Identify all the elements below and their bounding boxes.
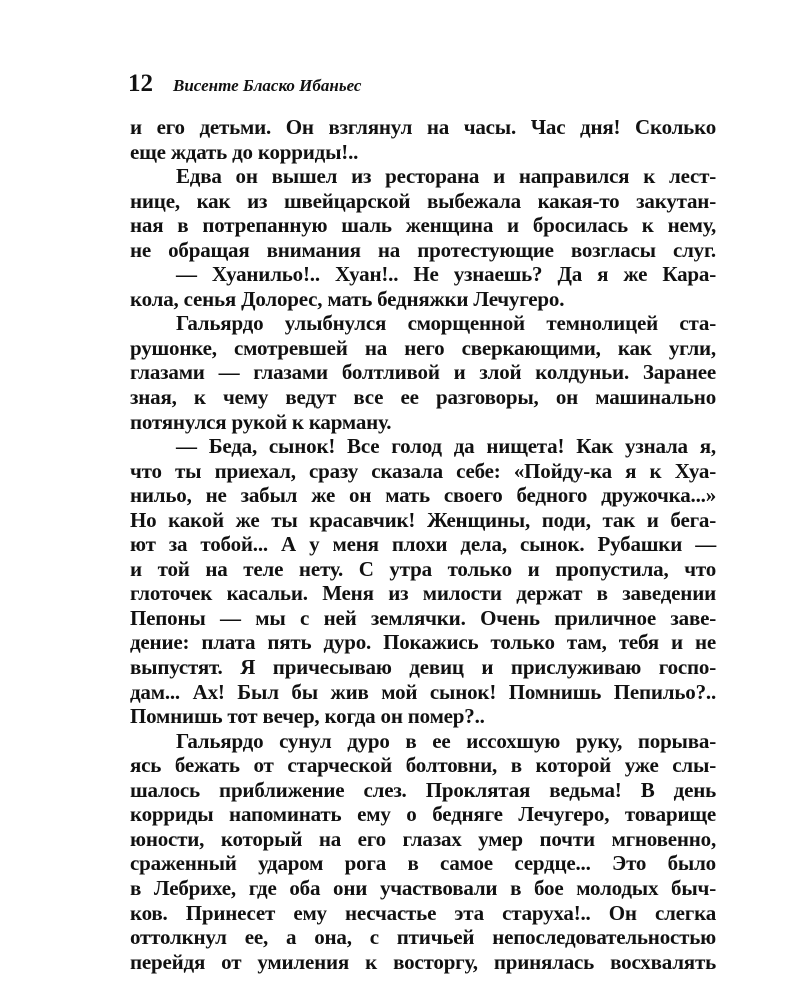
text-line: ков. Принесет ему несчастье эта старуха!.. Он слегка — [130, 900, 716, 925]
text-line: зная, к чему ведут все ее разговоры, он машинально — [130, 385, 716, 410]
text-line: Гальярдо сунул дуро в ее иссохшую руку, порыва- — [176, 728, 716, 753]
text-line: и его детьми. Он взглянул на часы. Час дня! Сколько — [130, 115, 716, 139]
text-line: корриды напоминать ему о бедняге Лечугеро, товарище — [130, 802, 716, 827]
text-line: ют за тобой... А у меня плохи дела, сынок. Рубашки — — [130, 532, 716, 557]
text-line: Гальярдо улыбнулся сморщенной темнолицей ста- — [176, 311, 716, 336]
text-line: — Хуанильо!.. Хуан!.. Не узнаешь? Да я же Кара- — [176, 262, 716, 287]
text-line: Помнишь тот вечер, когда он помер?.. — [130, 704, 485, 729]
running-head: Висенте Бласко Ибаньес — [173, 76, 362, 95]
text-line: перейдя от умиления к восторгу, принялась восхвалять — [130, 949, 716, 974]
text-line: Едва он вышел из ресторана и направился к лест- — [176, 164, 716, 189]
text-line: оттолкнул ее, а она, с птичьей непоследовательностью — [130, 925, 716, 950]
text-line: глоточек касальи. Меня из милости держат в заведении — [130, 581, 716, 606]
text-line: ясь бежать от старческой болтовни, в которой уже слы- — [130, 753, 716, 778]
text-line: что ты приехал, сразу сказала себе: «Пойду-ка я к Хуа- — [130, 458, 716, 483]
text-line: потянулся рукой к карману. — [130, 409, 392, 434]
text-line: в Лебрихе, где оба они участвовали в бое молодых быч- — [130, 875, 716, 900]
text-line: ная в потрепанную шаль женщина и бросилась к нему, — [130, 213, 716, 238]
text-line: Но какой же ты красавчик! Женщины, поди, так и бега- — [130, 507, 716, 532]
text-line: Пепоны — мы с ней землячки. Очень приличное заве- — [130, 605, 716, 630]
text-line: шалось приближение слез. Проклятая ведьма! В день — [130, 777, 716, 802]
text-line: нице, как из швейцарской выбежала какая-то закутан- — [130, 188, 716, 213]
text-line: дение: плата пять дуро. Покажись только там, тебя и не — [130, 630, 716, 655]
text-line: дам... Ах! Был бы жив мой сынок! Помнишь Пепильо?.. — [130, 679, 716, 704]
body-text — [130, 115, 716, 974]
text-line: сраженный ударом рога в самое сердце... Это было — [130, 851, 716, 876]
text-line: кола, сенья Долорес, мать бедняжки Лечугеро. — [130, 286, 565, 311]
text-line: выпустят. Я причесываю девиц и прислуживаю госпо- — [130, 655, 716, 680]
page-number: 12 — [128, 70, 153, 97]
text-line: не обращая внимания на протестующие возгласы слуг. — [130, 237, 716, 262]
text-line: и той на теле нету. С утра только и пропустила, что — [130, 556, 716, 581]
text-line: нильо, не забыл же он мать своего бедного дружочка...» — [130, 483, 716, 508]
text-line: — Беда, сынок! Все голод да нищета! Как узнала я, — [176, 434, 716, 459]
text-line: рушонке, смотревшей на него сверкающими, как угли, — [130, 335, 716, 360]
text-line: юности, который на его глазах умер почти мгновенно, — [130, 826, 716, 851]
text-line: еще ждать до корриды!.. — [130, 139, 359, 164]
page-header — [128, 70, 361, 104]
text-line: глазами — глазами болтливой и злой колдуньи. Заранее — [130, 360, 716, 385]
